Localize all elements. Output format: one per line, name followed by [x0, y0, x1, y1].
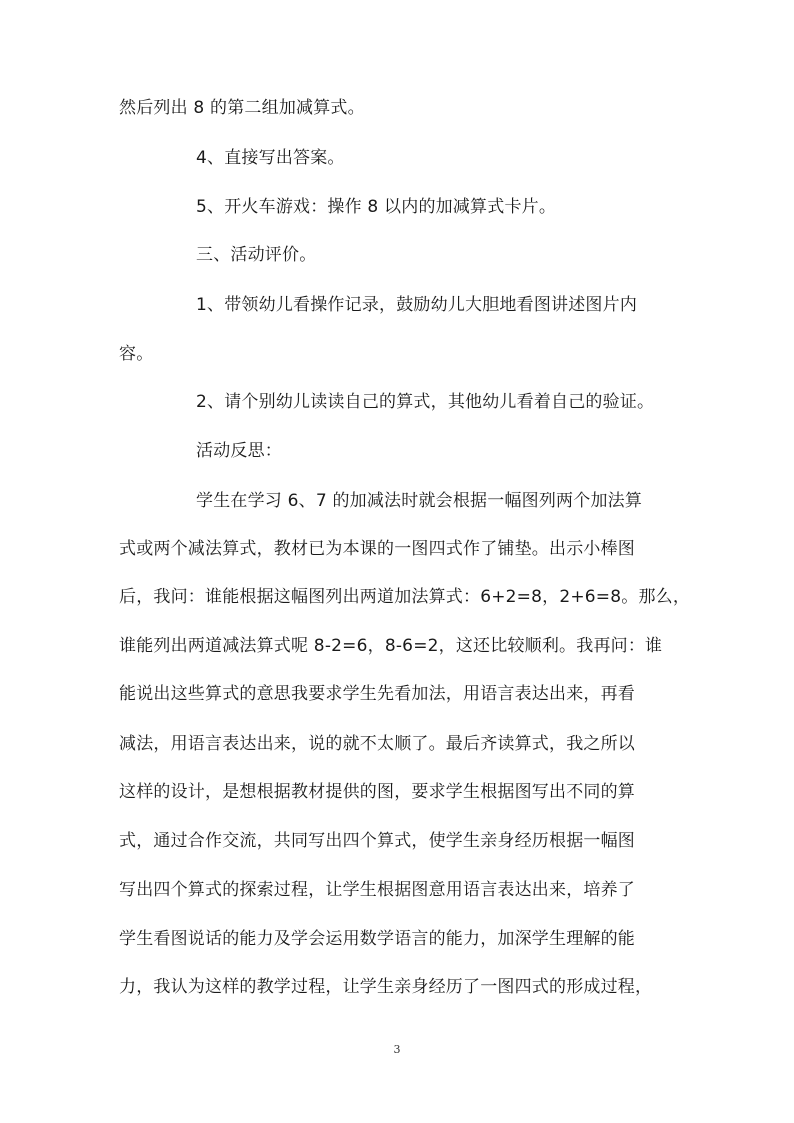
text-line: 式或两个减法算式，教材已为本课的一图四式作了铺垫。出示小棒图	[119, 539, 635, 559]
text-line: 式，通过合作交流，共同写出四个算式，使学生亲身经历根据一幅图	[119, 831, 635, 851]
text-line: 2、请个别幼儿读读自己的算式，其他幼儿看着自己的验证。	[196, 392, 655, 412]
text-line: 然后列出 8 的第二组加减算式。	[119, 98, 365, 118]
text-line: 学生在学习 6、7 的加减法时就会根据一幅图列两个加法算	[196, 491, 643, 511]
text-line: 这样的设计，是想根据教材提供的图，要求学生根据图写出不同的算	[119, 782, 635, 802]
text-line: 5、开火车游戏：操作 8 以内的加减算式卡片。	[196, 197, 557, 217]
text-line: 4、直接写出答案。	[196, 148, 345, 168]
text-line: 容。	[119, 344, 154, 364]
text-line: 1、带领幼儿看操作记录，鼓励幼儿大胆地看图讲述图片内	[196, 295, 638, 315]
text-line: 减法，用语言表达出来，说的就不太顺了。最后齐读算式，我之所以	[119, 734, 635, 754]
text-line: 谁能列出两道减法算式呢 8-2=6，8-6=2，这还比较顺利。我再问：谁	[119, 636, 663, 656]
section-heading: 三、活动评价。	[196, 245, 317, 265]
text-line: 学生看图说话的能力及学会运用数学语言的能力，加深学生理解的能	[119, 929, 635, 949]
page-number: 3	[393, 1043, 401, 1056]
text-line: 后，我问：谁能根据这幅图列出两道加法算式：6+2=8，2+6=8。那么，	[119, 587, 691, 607]
text-line: 写出四个算式的探索过程，让学生根据图意用语言表达出来，培养了	[119, 880, 635, 900]
section-heading: 活动反思：	[196, 441, 282, 461]
text-line: 能说出这些算式的意思我要求学生先看加法，用语言表达出来，再看	[119, 684, 635, 704]
text-line: 力，我认为这样的教学过程，让学生亲身经历了一图四式的形成过程，	[119, 977, 653, 997]
